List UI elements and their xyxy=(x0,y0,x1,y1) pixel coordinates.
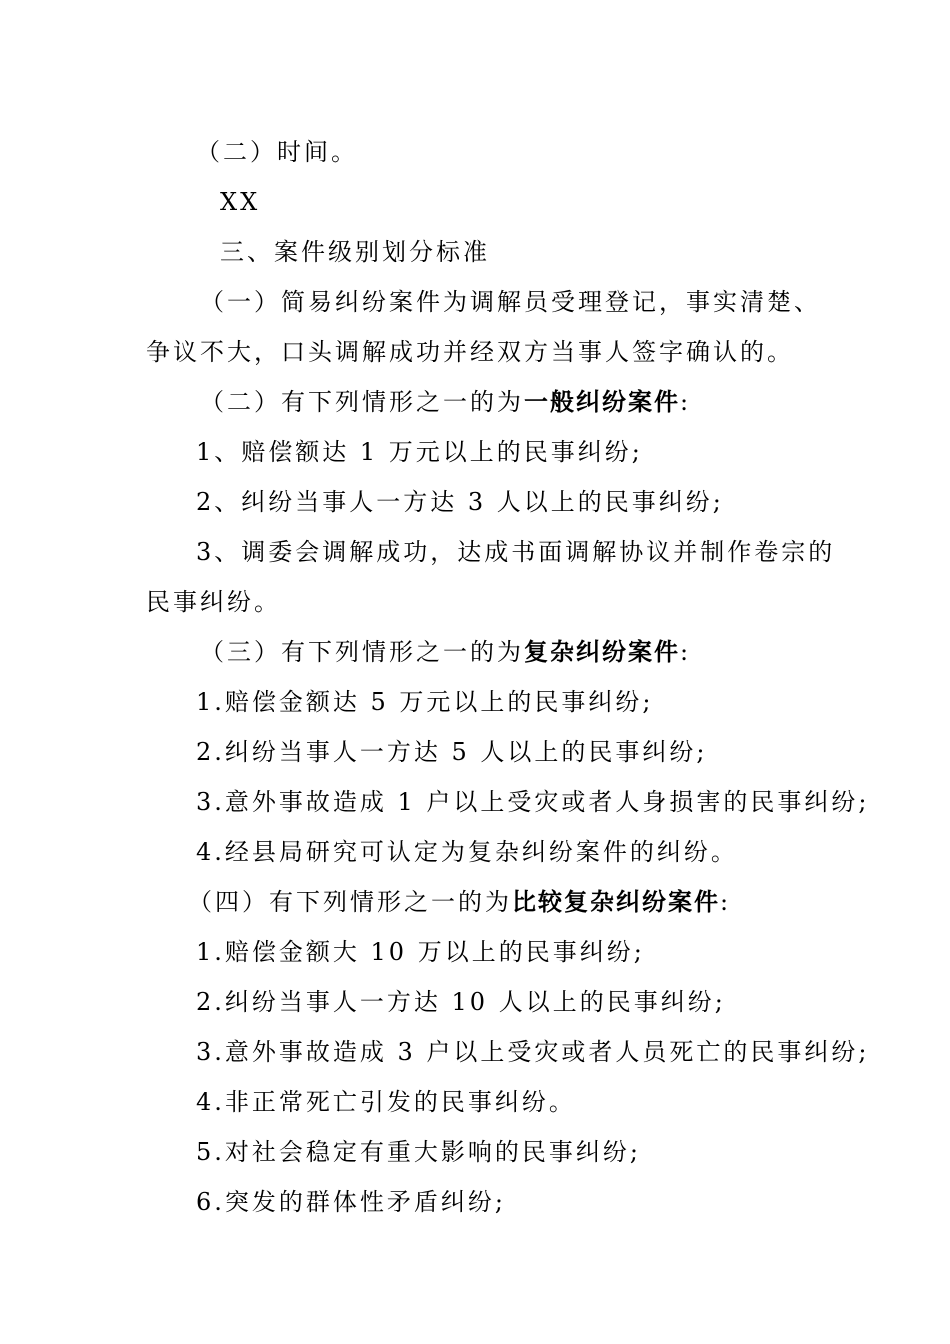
more-complex-item-4: 4.非正常死亡引发的民事纠纷。 xyxy=(196,1088,576,1116)
simple-case-line-2: 争议不大，口头调解成功并经双方当事人签字确认的。 xyxy=(146,338,794,366)
complex-item-3: 3.意外事故造成 1 户以上受灾或者人身损害的民事纠纷; xyxy=(196,788,870,816)
general-item-3-continued: 民事纠纷。 xyxy=(146,588,281,616)
more-complex-item-3: 3.意外事故造成 3 户以上受灾或者人员死亡的民事纠纷; xyxy=(196,1038,870,1066)
complex-case-prefix: （三）有下列情形之一的为 xyxy=(200,638,524,666)
more-complex-case-suffix: : xyxy=(720,888,732,916)
complex-case-suffix: : xyxy=(680,638,692,666)
complex-case-heading xyxy=(200,636,691,668)
more-complex-item-5: 5.对社会稳定有重大影响的民事纠纷; xyxy=(196,1138,641,1166)
general-item-3: 3、调委会调解成功，达成书面调解协议并制作卷宗的 xyxy=(196,538,836,566)
more-complex-case-term: 比较复杂纠纷案件 xyxy=(512,887,720,916)
general-case-heading xyxy=(200,386,691,418)
general-case-prefix: （二）有下列情形之一的为 xyxy=(200,388,524,416)
general-case-term: 一般纠纷案件 xyxy=(524,387,680,416)
simple-case-line-1: （一）简易纠纷案件为调解员受理登记，事实清楚、 xyxy=(200,288,821,316)
more-complex-case-heading xyxy=(188,886,731,918)
more-complex-item-2: 2.纠纷当事人一方达 10 人以上的民事纠纷; xyxy=(196,988,726,1016)
more-complex-case-prefix: （四）有下列情形之一的为 xyxy=(188,888,512,916)
more-complex-item-6: 6.突发的群体性矛盾纠纷; xyxy=(196,1188,506,1216)
general-case-suffix: : xyxy=(680,388,692,416)
complex-item-1: 1.赔偿金额达 5 万元以上的民事纠纷; xyxy=(196,688,654,716)
general-item-2: 2、纠纷当事人一方达 3 人以上的民事纠纷; xyxy=(196,488,724,516)
complex-item-2: 2.纠纷当事人一方达 5 人以上的民事纠纷; xyxy=(196,738,708,766)
section-three-heading: 三、案件级别划分标准 xyxy=(220,238,490,266)
time-value: XX xyxy=(220,188,261,216)
general-item-1: 1、赔偿额达 1 万元以上的民事纠纷; xyxy=(196,438,643,466)
complex-item-4: 4.经县局研究可认定为复杂纠纷案件的纠纷。 xyxy=(196,838,738,866)
more-complex-item-1: 1.赔偿金额大 10 万以上的民事纠纷; xyxy=(196,938,645,966)
complex-case-term: 复杂纠纷案件 xyxy=(524,637,680,666)
time-heading: （二）时间。 xyxy=(196,138,358,166)
